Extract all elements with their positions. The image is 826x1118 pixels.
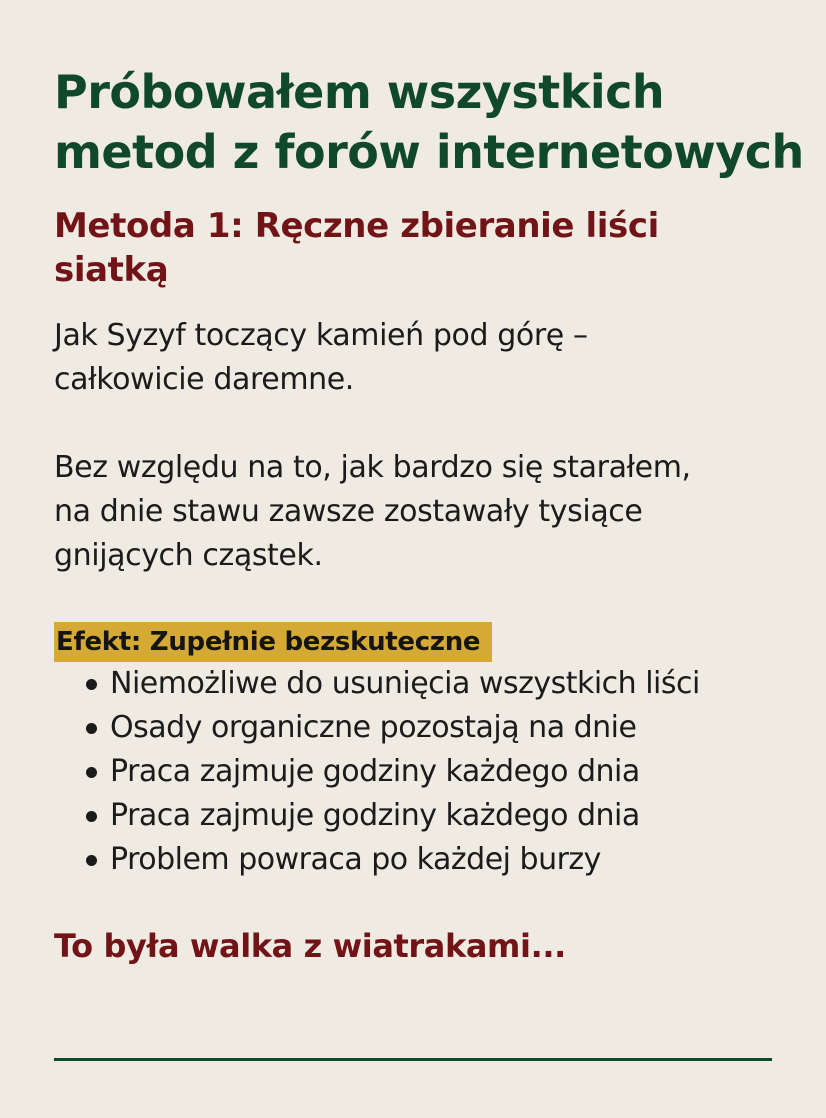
description-line-1: Bez względu na to, jak bardzo się starałem, bbox=[54, 450, 691, 485]
page-title bbox=[54, 62, 804, 182]
method-heading-line-1: Metoda 1: Ręczne zbieranie liści bbox=[54, 206, 659, 246]
title-line-1: Próbowałem wszystkich bbox=[54, 65, 665, 119]
bottom-divider bbox=[54, 1058, 772, 1061]
effect-highlight-label: Efekt: Zupełnie bezskuteczne bbox=[54, 622, 492, 662]
intro-line-1: Jak Syzyf toczący kamień pod górę – bbox=[54, 318, 588, 353]
effect-list-item bbox=[84, 838, 786, 882]
effect-list-item bbox=[84, 750, 786, 794]
effect-item-text: Osady organiczne pozostają na dnie bbox=[110, 710, 637, 745]
bullet-dot-icon bbox=[86, 855, 97, 866]
effect-item-text: Problem powraca po każdej burzy bbox=[110, 842, 601, 877]
bullet-dot-icon bbox=[86, 767, 97, 778]
description-line-2: na dnie stawu zawsze zostawały tysiące bbox=[54, 494, 643, 529]
description-paragraph bbox=[54, 446, 786, 578]
method-heading bbox=[54, 204, 786, 292]
effect-item-text: Niemożliwe do usunięcia wszystkich liści bbox=[110, 666, 700, 701]
effect-item-text: Praca zajmuje godziny każdego dnia bbox=[110, 754, 640, 789]
bullet-dot-icon bbox=[86, 811, 97, 822]
closing-statement: To była walka z wiatrakami... bbox=[54, 927, 566, 965]
intro-paragraph bbox=[54, 314, 786, 402]
bullet-dot-icon bbox=[86, 679, 97, 690]
effect-item-text: Praca zajmuje godziny każdego dnia bbox=[110, 798, 640, 833]
effect-bullet-list bbox=[54, 662, 786, 882]
method-heading-line-2: siatką bbox=[54, 250, 169, 290]
bullet-dot-icon bbox=[86, 723, 97, 734]
effect-list-item bbox=[84, 706, 786, 750]
effect-list-item bbox=[84, 662, 786, 706]
effect-list-item bbox=[84, 794, 786, 838]
description-line-3: gnijących cząstek. bbox=[54, 538, 323, 573]
intro-line-2: całkowicie daremne. bbox=[54, 362, 354, 397]
title-line-2: metod z forów internetowych bbox=[54, 125, 804, 179]
